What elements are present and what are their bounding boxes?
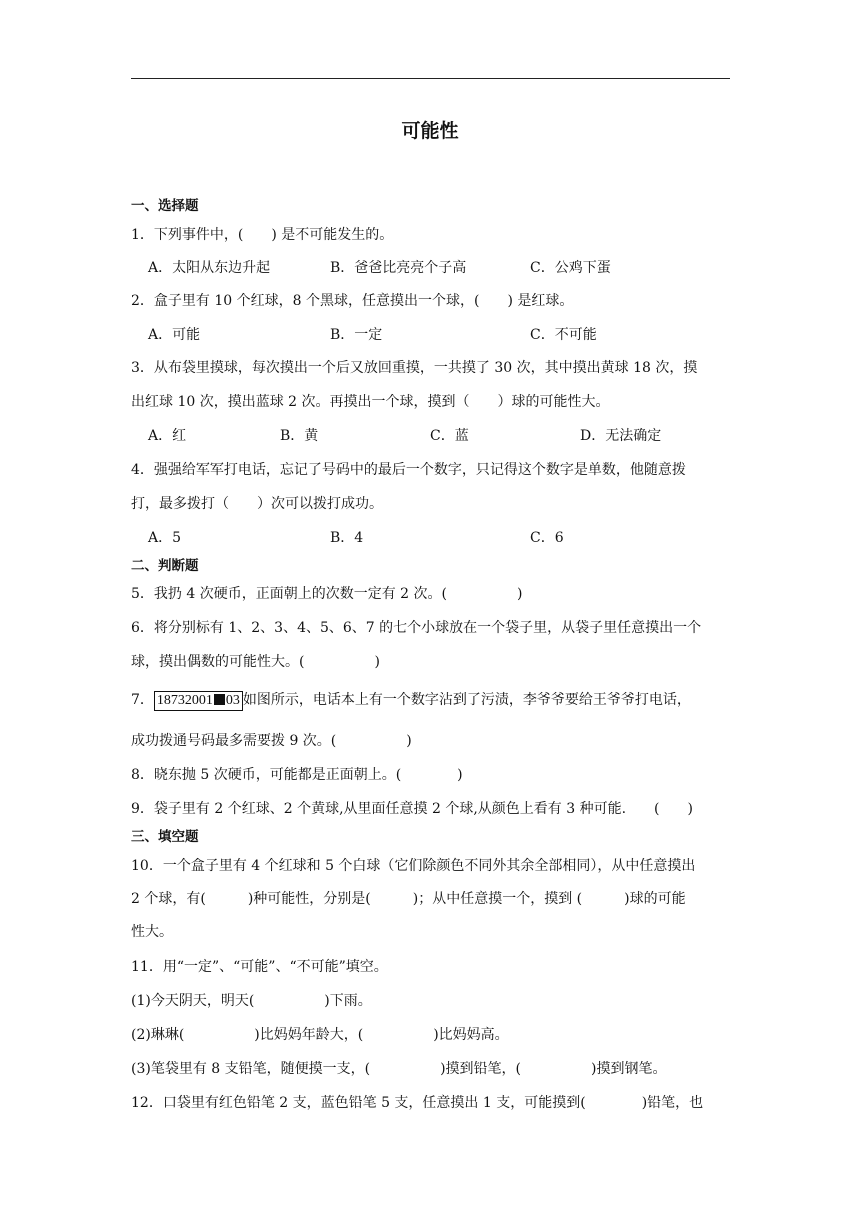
q2-option-a: A．可能 [148,327,201,343]
question-7-line-1 [131,690,691,711]
page-title: 可能性 [401,120,459,142]
question-8: 8．晓东抛 5 次硬币，可能都是正面朝上。( ) [131,767,463,783]
question-6-line-2: 球，摸出偶数的可能性大。( ) [131,654,380,670]
q3-option-b: B．黄 [280,428,319,444]
question-10-line-1: 10．一个盒子里有 4 个红球和 5 个白球（它们除颜色不同外其余全部相同），从中任意摸出 [131,858,696,874]
section-heading-judge: 二、判断题 [131,558,199,574]
q7-number: 7． [131,692,154,708]
question-4-line-2: 打，最多拨打（ ）次可以拨打成功。 [131,496,383,512]
phone-number-box [154,691,243,711]
q3-option-a: A．红 [148,428,187,444]
section-heading-fill: 三、填空题 [131,829,199,845]
q1-option-c: C．公鸡下蛋 [530,260,611,276]
question-3-line-1: 3．从布袋里摸球，每次摸出一个后又放回重摸，一共摸了 30 次，其中摸出黄球 18 次，摸 [131,360,698,376]
question-5: 5．我扔 4 次硬币，正面朝上的次数一定有 2 次。( ) [131,586,523,602]
question-1: 1．下列事件中，( ) 是不可能发生的。 [131,227,394,243]
question-6-line-1: 6．将分别标有 1、2、3、4、5、6、7 的七个小球放在一个袋子里，从袋子里任意摸出一个 [131,620,702,636]
question-9: 9．袋子里有 2 个红球、2 个黄球,从里面任意摸 2 个球,从颜色上看有 3 种可能. ( ) [131,801,693,817]
q7-text: 如图所示，电话本上有一个数字沾到了污渍，李爷爷要给王爷爷打电话， [242,692,691,708]
question-11-part-3: (3)笔袋里有 8 支铅笔，随便摸一支，( )摸到铅笔，( )摸到钢笔。 [131,1061,667,1077]
question-12: 12．口袋里有红色铅笔 2 支，蓝色铅笔 5 支，任意摸出 1 支，可能摸到( )铅笔，也 [131,1095,704,1111]
ink-stain-icon [214,694,225,705]
question-11-part-1: (1)今天阴天，明天( )下雨。 [131,993,372,1009]
question-2: 2．盒子里有 10 个红球，8 个黑球，任意摸出一个球，( ) 是红球。 [131,293,574,309]
question-11-part-2: (2)琳琳( )比妈妈年龄大，( )比妈妈高。 [131,1027,509,1043]
phone-digits-end: 03 [225,693,240,708]
q3-option-d: D．无法确定 [580,428,662,444]
question-10-line-3: 性大。 [131,924,173,940]
section-heading-choice: 一、选择题 [131,198,199,214]
question-3-line-2: 出红球 10 次，摸出蓝球 2 次。再摸出一个球，摸到（ ）球的可能性大。 [131,394,610,410]
question-7-line-2: 成功拨通号码最多需要拨 9 次。( ) [131,733,412,749]
q4-option-b: B．4 [330,530,364,546]
header-rule [131,78,730,79]
q2-option-b: B．一定 [330,327,383,343]
q1-option-b: B．爸爸比亮亮个子高 [330,260,467,276]
question-11-intro: 11．用“一定”、“可能”、“不可能”填空。 [131,959,388,975]
question-4-line-1: 4．强强给军军打电话，忘记了号码中的最后一个数字，只记得这个数字是单数，他随意拨 [131,462,686,478]
q2-option-c: C．不可能 [530,327,597,343]
q1-option-a: A．太阳从东边升起 [148,260,271,276]
q3-option-c: C．蓝 [430,428,469,444]
phone-digits-start: 18732001 [156,693,213,708]
q4-option-a: A．5 [148,530,182,546]
q4-option-c: C．6 [530,530,564,546]
question-10-line-2: 2 个球，有( )种可能性，分别是( )；从中任意摸一个，摸到 ( )球的可能 [131,891,686,907]
